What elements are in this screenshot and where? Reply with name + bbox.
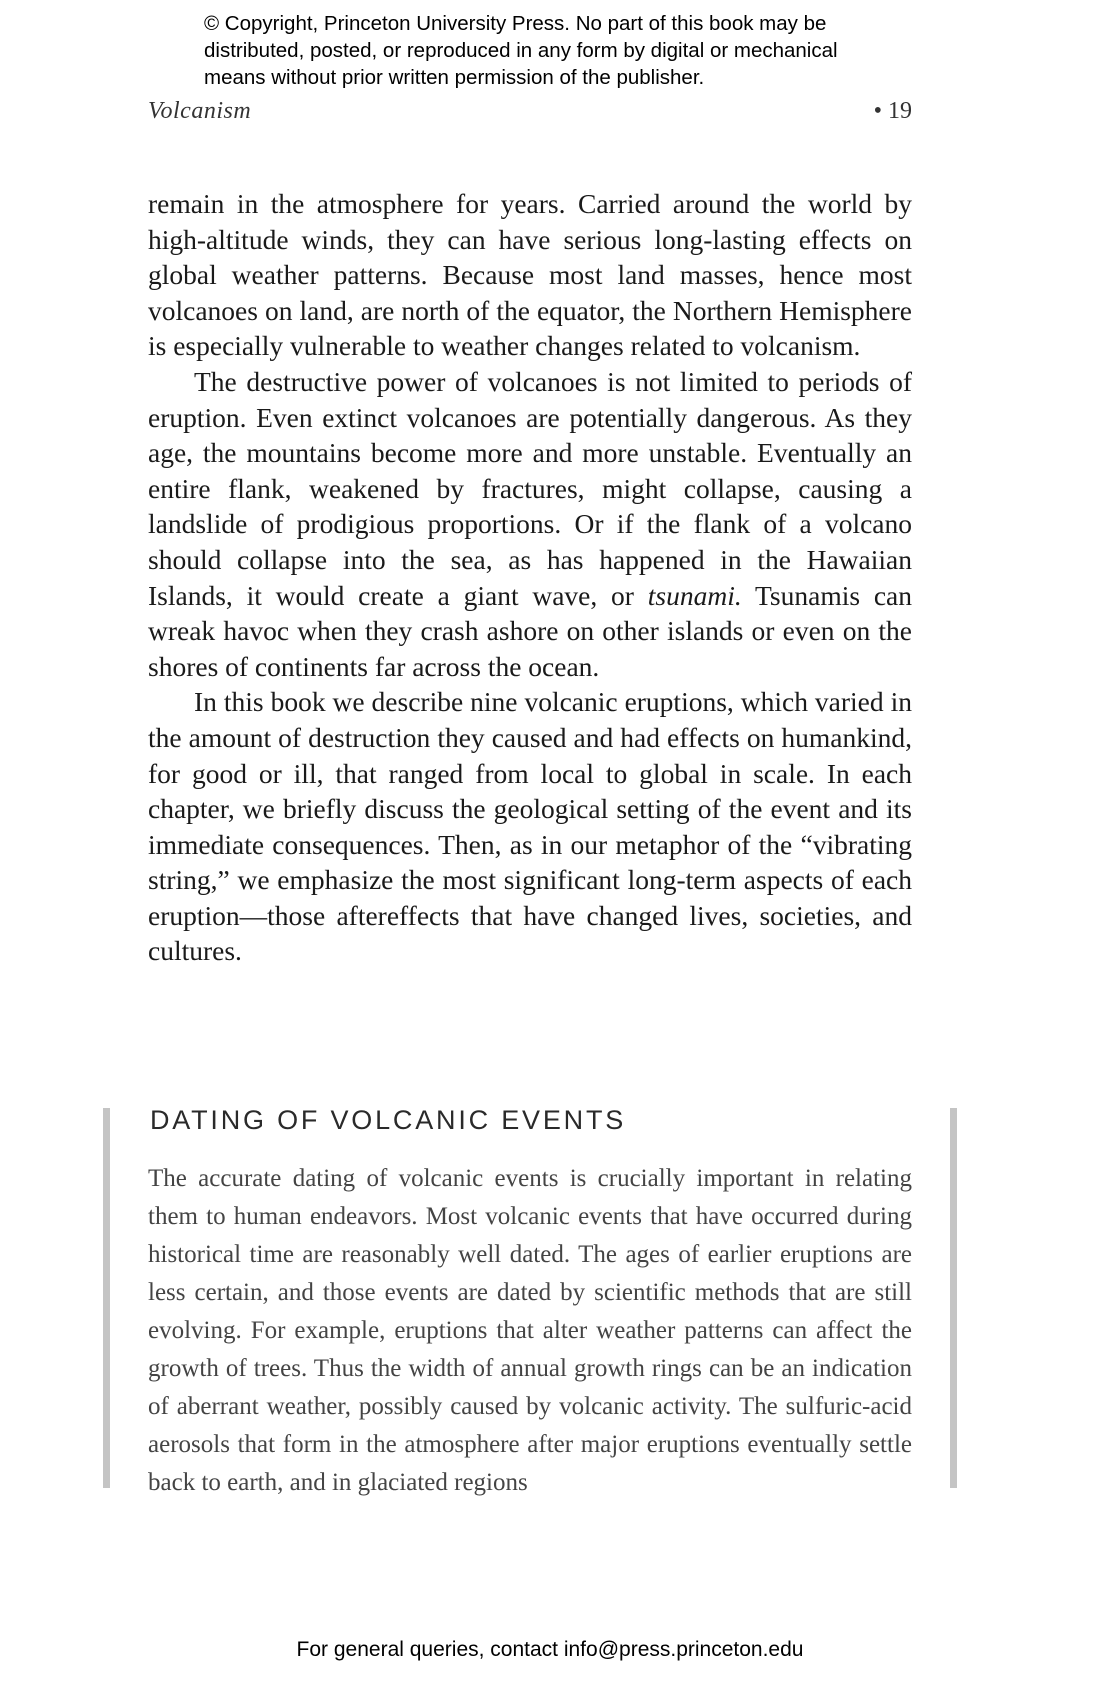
main-text	[148, 186, 912, 969]
italic-term: tsunami.	[647, 579, 742, 611]
copyright-line: distributed, posted, or reproduced in any form by digital or mechanical	[204, 39, 838, 62]
sidebar-right-rule	[950, 1108, 957, 1488]
paragraph-text: The destructive power of volcanoes is not limited to periods of eruption. Even extinct volcanoes are potentially dangerous. As they age, the mountains become more and more unstable. Eventually an entire flank, weakened by fractures, might collapse, causing a landslide of prodigious proportions. Or if the flank of a volcano should collapse into the sea, as has happened in the Hawaiian Islands, it would create a giant wave, or	[148, 365, 912, 611]
paragraph-text: Tsunamis can wreak havoc when they crash ashore on other islands or even on the shores of continents far across the ocean.	[148, 579, 912, 682]
page-number: • 19	[873, 98, 912, 124]
paragraph	[148, 364, 912, 684]
running-head	[148, 96, 912, 126]
sidebar-left-rule	[103, 1108, 110, 1488]
paragraph: In this book we describe nine volcanic eruptions, which varied in the amount of destruction they caused and had effects on humankind, for good or ill, that ranged from local to global in scale. In each chapter, we briefly discuss the geological setting of the event and its immediate consequences. Then, as in our metaphor of the “vibrating string,” we emphasize the most significant long-term aspects of each eruption—those aftereffects that have changed lives, societies, and cultures.	[148, 686, 912, 967]
copyright-line: © Copyright, Princeton University Press. No part of this book may be	[204, 12, 827, 35]
copyright-line: means without prior written permission of the publisher.	[204, 66, 705, 89]
copyright-notice	[204, 10, 964, 91]
sidebar-text: The accurate dating of volcanic events is crucially important in relating them to human endeavors. Most volcanic events that have occurred during historical time are reasonably well dated. The ages of earlier eruptions are less certain, and those events are dated by scientific methods that are still evolving. For example, eruptions that alter weather patterns can affect the growth of trees. Thus the width of annual growth rings can be an indication of aberrant weather, possibly caused by volcanic activity. The sulfuric-acid aerosols that form in the atmosphere after major eruptions eventually settle back to earth, and in glaciated regions	[148, 1165, 912, 1496]
chapter-title: Volcanism	[148, 98, 252, 124]
sidebar-heading: DATING OF VOLCANIC EVENTS	[150, 1105, 627, 1135]
footer-contact: For general queries, contact info@press.princeton.edu	[296, 1638, 804, 1661]
paragraph: remain in the atmosphere for years. Carried around the world by high-altitude winds, they can have serious long-lasting effects on global weather patterns. Because most land masses, hence most volcanoes on land, are north of the equator, the Northern Hemisphere is especially vulnerable to weather changes related to volcanism.	[148, 188, 912, 362]
